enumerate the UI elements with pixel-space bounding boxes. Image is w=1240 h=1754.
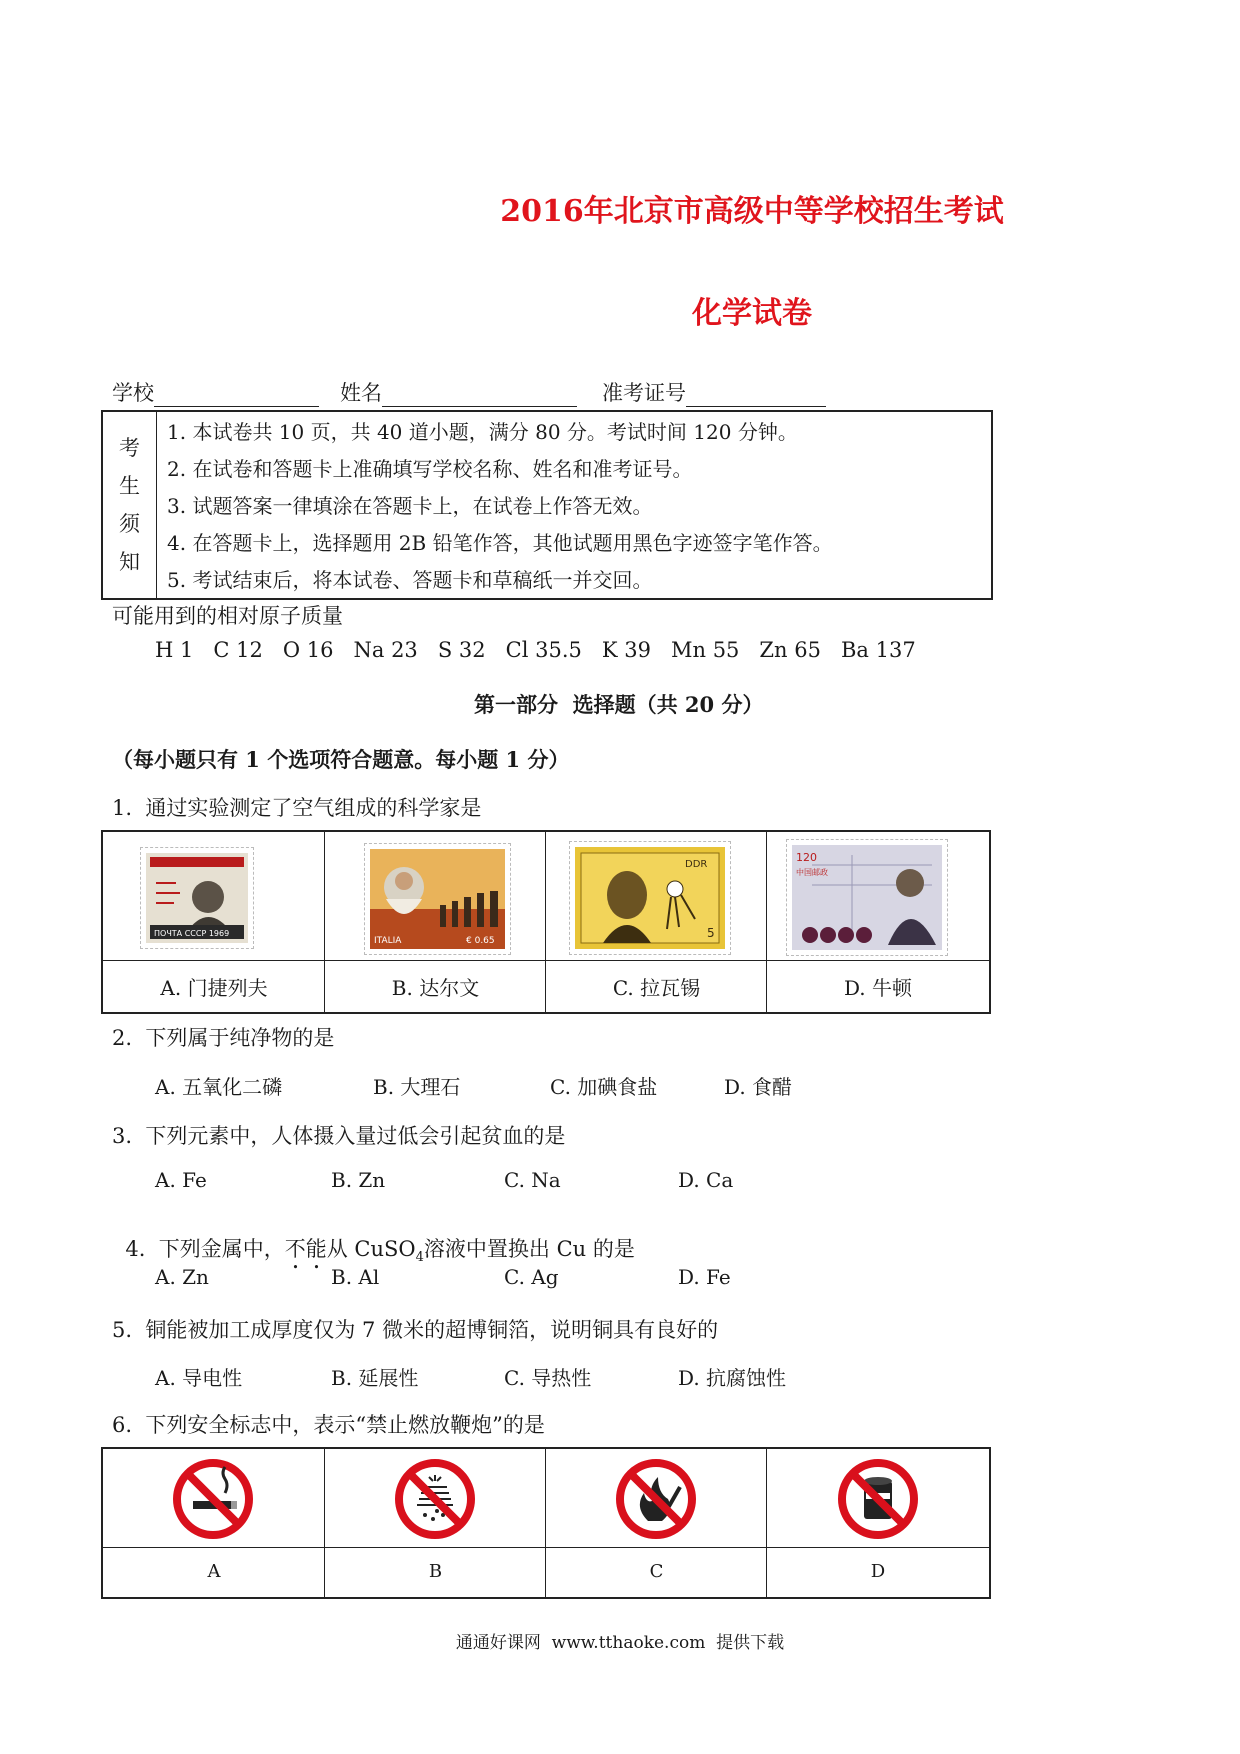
notice-side-label: 考 生 须 知 <box>103 412 157 598</box>
question-3-stem: 3. 下列元素中，人体摄入量过低会引起贫血的是 <box>112 1124 566 1148</box>
notice-item: 1. 本试卷共 10 页，共 40 道小题，满分 80 分。考试时间 120 分钟。 <box>167 420 798 444</box>
name-blank[interactable] <box>382 386 577 407</box>
question-2-option-b[interactable]: B. 大理石 <box>373 1075 461 1099</box>
question-6-option-b[interactable]: B <box>428 1561 443 1582</box>
question-2-option-d[interactable]: D. 食醋 <box>724 1075 793 1099</box>
question-5-option-d[interactable]: D. 抗腐蚀性 <box>678 1366 787 1390</box>
stamp-c-image <box>570 842 730 954</box>
stamp-a-image <box>141 848 253 948</box>
question-4-option-a[interactable]: A. Zn <box>155 1265 209 1289</box>
exam-id-blank[interactable] <box>686 386 826 407</box>
exam-title: 2016年北京市高级中等学校招生考试 <box>500 194 1004 229</box>
stamp-b-value: € 0.65 <box>466 936 495 946</box>
no-open-flame-sign-icon <box>614 1457 698 1541</box>
stamp-c-country: DDR <box>685 859 708 870</box>
stamp-b-image <box>365 844 510 954</box>
stamp-a-text: ПОЧТА СССР 1969 <box>154 929 230 938</box>
school-blank[interactable] <box>154 386 319 407</box>
question-1-option-d[interactable]: D. 牛顿 <box>843 976 913 1000</box>
no-firecrackers-sign-icon <box>393 1457 477 1541</box>
question-1-table <box>101 830 991 1014</box>
exam-id-label: 准考证号 <box>602 381 686 405</box>
name-field <box>340 377 577 407</box>
page-footer: 通通好课网 www.tthaoke.com 提供下载 <box>455 1633 785 1653</box>
school-label: 学校 <box>112 381 154 405</box>
notice-item: 5. 考试结束后，将本试卷、答题卡和草稿纸一并交回。 <box>167 568 653 592</box>
atomic-mass-label: 可能用到的相对原子质量 <box>112 604 343 628</box>
question-4-option-c[interactable]: C. Ag <box>504 1265 559 1289</box>
question-6-table <box>101 1447 991 1599</box>
school-field <box>112 377 319 407</box>
question-5-option-a[interactable]: A. 导电性 <box>155 1366 243 1390</box>
stamp-b-country: ITALIA <box>374 936 402 946</box>
question-5-option-b[interactable]: B. 延展性 <box>331 1366 419 1390</box>
stamp-d-text: 中国邮政 <box>796 868 828 877</box>
exam-id-field <box>602 377 826 407</box>
question-6-option-d[interactable]: D <box>870 1561 886 1582</box>
no-smoking-sign-icon <box>171 1457 255 1541</box>
notice-item: 4. 在答题卡上，选择题用 2B 铅笔作答，其他试题用黑色字迹签字笔作答。 <box>167 531 833 555</box>
question-4-emphasis: 不能 <box>284 1237 327 1261</box>
no-flammable-materials-sign-icon <box>836 1457 920 1541</box>
stamp-d-value: 120 <box>796 851 817 864</box>
question-1-option-a[interactable]: A. 门捷列夫 <box>160 976 268 1000</box>
section-instruction: （每小题只有 1 个选项符合题意。每小题 1 分） <box>112 747 570 772</box>
question-2-option-c[interactable]: C. 加碘食盐 <box>550 1075 658 1099</box>
question-1-option-c[interactable]: C. 拉瓦锡 <box>612 976 701 1000</box>
question-2-option-a[interactable]: A. 五氧化二磷 <box>155 1075 283 1099</box>
question-3-option-c[interactable]: C. Na <box>504 1168 561 1192</box>
question-1-stem: 1. 通过实验测定了空气组成的科学家是 <box>112 796 482 820</box>
notice-box <box>101 410 993 600</box>
question-5-option-c[interactable]: C. 导热性 <box>504 1366 592 1390</box>
question-5-stem: 5. 铜能被加工成厚度仅为 7 微米的超博铜箔，说明铜具有良好的 <box>112 1318 719 1342</box>
question-3-option-a[interactable]: A. Fe <box>155 1168 207 1192</box>
stamp-c-value: 5 <box>707 926 715 940</box>
question-4-stem: 4. 下列金属中，不能从 CuSO$_4$溶液中置换出 Cu 的是 <box>125 1237 635 1266</box>
atomic-mass-values: H 1 C 12 O 16 Na 23 S 32 Cl 35.5 K 39 Mn 55 Zn 65 Ba 137 <box>155 638 916 662</box>
question-6-option-c[interactable]: C <box>649 1561 664 1582</box>
name-label: 姓名 <box>340 381 382 405</box>
question-4-option-d[interactable]: D. Fe <box>678 1265 731 1289</box>
notice-item: 3. 试题答案一律填涂在答题卡上，在试卷上作答无效。 <box>167 494 653 518</box>
question-3-option-b[interactable]: B. Zn <box>331 1168 386 1192</box>
question-6-option-a[interactable]: A <box>207 1561 221 1582</box>
question-6-stem: 6. 下列安全标志中，表示“禁止燃放鞭炮”的是 <box>112 1413 545 1437</box>
question-4-option-b[interactable]: B. Al <box>331 1265 380 1289</box>
exam-subject: 化学试卷 <box>692 296 812 331</box>
question-3-option-d[interactable]: D. Ca <box>678 1168 734 1192</box>
section-title: 第一部分 选择题（共 20 分） <box>474 692 764 717</box>
notice-item: 2. 在试卷和答题卡上准确填写学校名称、姓名和准考证号。 <box>167 457 693 481</box>
question-1-option-b[interactable]: B. 达尔文 <box>391 976 480 1000</box>
question-2-stem: 2. 下列属于纯净物的是 <box>112 1026 335 1050</box>
stamp-d-image <box>787 840 947 955</box>
